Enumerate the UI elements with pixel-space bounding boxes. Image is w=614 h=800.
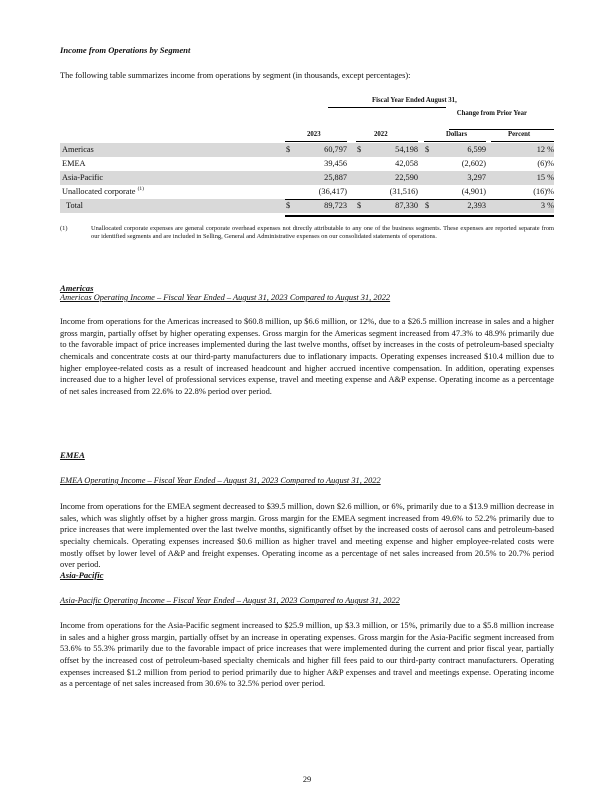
- americas-paragraph: Income from operations for the Americas increased to $60.8 million, up $6.6 million, or 12%, due to a $26.5 million increase in sales and a higher gross margin, partially offset by higher operating expenses. Gross margin for the Americas segment increased from 47.3% to 48.9% primarily due to the favorable impact of price increases implemented during the last twelve months, offset by increases in the costs of petroleum-based specialty chemicals and concentrate costs at our third-party manufacturers due to inflationary impacts. Operating expenses increased $10.4 million due to higher employee-related costs as a result of increased headcount and higher accrued incentive compensation. In addition, operating expenses increased due to a higher level of professional services expense, travel and meeting expense and A&P expense. Operating income as a percentage of net sales increased from 22.6% to 22.8% period over period.: [60, 317, 554, 397]
- value-percent: 12 %: [536, 145, 554, 154]
- table-row: [60, 143, 554, 157]
- table-row-total: [60, 199, 554, 213]
- row-label: Americas: [62, 145, 94, 154]
- row-label: EMEA: [62, 159, 86, 168]
- currency-sign: $: [357, 145, 362, 154]
- currency-sign: $: [286, 201, 291, 210]
- table-body: [60, 143, 554, 213]
- value-dollars: 3,297: [467, 173, 486, 182]
- value-2022: (31,516): [389, 187, 418, 196]
- row-label: Total: [66, 201, 83, 210]
- value-2023: 89,723: [324, 201, 347, 210]
- value-percent: 3 %: [540, 201, 554, 210]
- value-2023: 39,456: [324, 159, 347, 168]
- col-dollars-header: Dollars: [446, 131, 468, 138]
- row-label-text: Unallocated corporate: [62, 187, 136, 196]
- value-2022: 22,590: [395, 173, 418, 182]
- asia-pacific-subheading: Asia-Pacific Operating Income – Fiscal Year Ended – August 31, 2023 Compared to August 31, 2022: [60, 596, 400, 605]
- table-row: [60, 185, 554, 199]
- total-double-rule: [285, 215, 554, 217]
- asia-pacific-paragraph: Income from operations for the Asia-Pacific segment increased to $25.9 million, up $3.3 million, or 15%, primarily due to a $5.8 million increase in sales and a higher gross margin, partially offset by an increase in operating expenses. Gross margin for the Asia-Pacific segment increased from 53.6% to 55.3% primarily due to the favorable impact of price increases that were implemented during the current and prior fiscal year, partially offset by the increased cost of petroleum-based specialty chemicals and higher fill fees paid to our third-party contract manufacturers. Operating expenses increased $1.2 million from period to period primarily due to higher A&P expenses and travel and meetings expense. Operating income as a percentage of net sales increased from 30.6% to 32.5% period over period.: [60, 621, 554, 689]
- row-label: [62, 187, 144, 197]
- value-dollars: 6,599: [467, 145, 486, 154]
- value-2022: 42,058: [395, 159, 418, 168]
- table-row: [60, 171, 554, 185]
- americas-subheading: Americas Operating Income – Fiscal Year Ended – August 31, 2023 Compared to August 31, 2022: [60, 293, 391, 302]
- col-rule: [424, 141, 486, 142]
- currency-sign: $: [425, 201, 430, 210]
- header-rule: [449, 129, 554, 130]
- currency-sign: $: [357, 201, 362, 210]
- value-2022: 54,198: [395, 145, 418, 154]
- value-2022: 87,330: [395, 201, 418, 210]
- value-percent: (16)%: [533, 187, 554, 196]
- value-dollars: (4,901): [461, 187, 486, 196]
- row-label: Asia-Pacific: [62, 173, 104, 182]
- emea-subheading: EMEA Operating Income – Fiscal Year Ended – August 31, 2023 Compared to August 31, 2022: [60, 476, 381, 485]
- section-title: Income from Operations by Segment: [60, 45, 191, 55]
- value-percent: 15 %: [536, 173, 554, 182]
- value-percent: (6)%: [537, 159, 554, 168]
- fiscal-year-header: Fiscal Year Ended August 31,: [372, 97, 457, 104]
- header-rule: [328, 107, 446, 108]
- col-rule: [356, 141, 418, 142]
- emea-paragraph: Income from operations for the EMEA segment decreased to $39.5 million, down $2.6 million, or 6%, primarily due to a $13.9 million decrease in sales, which was slightly offset by a higher gross margin. Gross margin for the EMEA segment increased from 49.6% to 52.2% primarily due to price increases that were implemented over the last twelve months, significantly offset by the increased costs of aerosol cans and petroleum-based specialty chemicals. Operating expenses increased $0.6 million as higher travel and meeting expense and higher employee-related costs were mostly offset by lower level of A&P and freight expenses. Operating income as a percentage of net sales increased from 20.5% to 20.7% period over period.: [60, 502, 554, 570]
- table-row: [60, 157, 554, 171]
- intro-text: The following table summarizes income from operations by segment (in thousands, except percentages):: [60, 71, 411, 80]
- value-dollars: (2,602): [461, 159, 486, 168]
- footnote-text: Unallocated corporate expenses are general corporate overhead expenses not directly attributable to any one of the business segments. These expenses are reported separate from our identified segments and are included in Selling, General and Administrative expenses on our consolidated statements of operations.: [91, 225, 554, 241]
- value-2023: (36,417): [318, 187, 347, 196]
- change-header: Change from Prior Year: [456, 110, 527, 117]
- value-2023: 25,887: [324, 173, 347, 182]
- page-number: 29: [302, 775, 312, 784]
- footnote-mark: (1): [60, 225, 68, 232]
- col-rule: [285, 141, 347, 142]
- footnote-ref: (1): [137, 186, 144, 193]
- asia-pacific-heading: Asia-Pacific: [60, 570, 104, 580]
- col-2023-header: 2023: [307, 131, 321, 138]
- col-percent-header: Percent: [508, 131, 531, 138]
- col-2022-header: 2022: [374, 131, 388, 138]
- value-dollars: 2,393: [467, 201, 486, 210]
- emea-heading: EMEA: [60, 450, 85, 460]
- total-rule: [285, 199, 554, 200]
- value-2023: 60,797: [324, 145, 347, 154]
- currency-sign: $: [286, 145, 291, 154]
- col-rule: [491, 141, 554, 142]
- americas-heading: Americas: [60, 283, 94, 293]
- currency-sign: $: [425, 145, 430, 154]
